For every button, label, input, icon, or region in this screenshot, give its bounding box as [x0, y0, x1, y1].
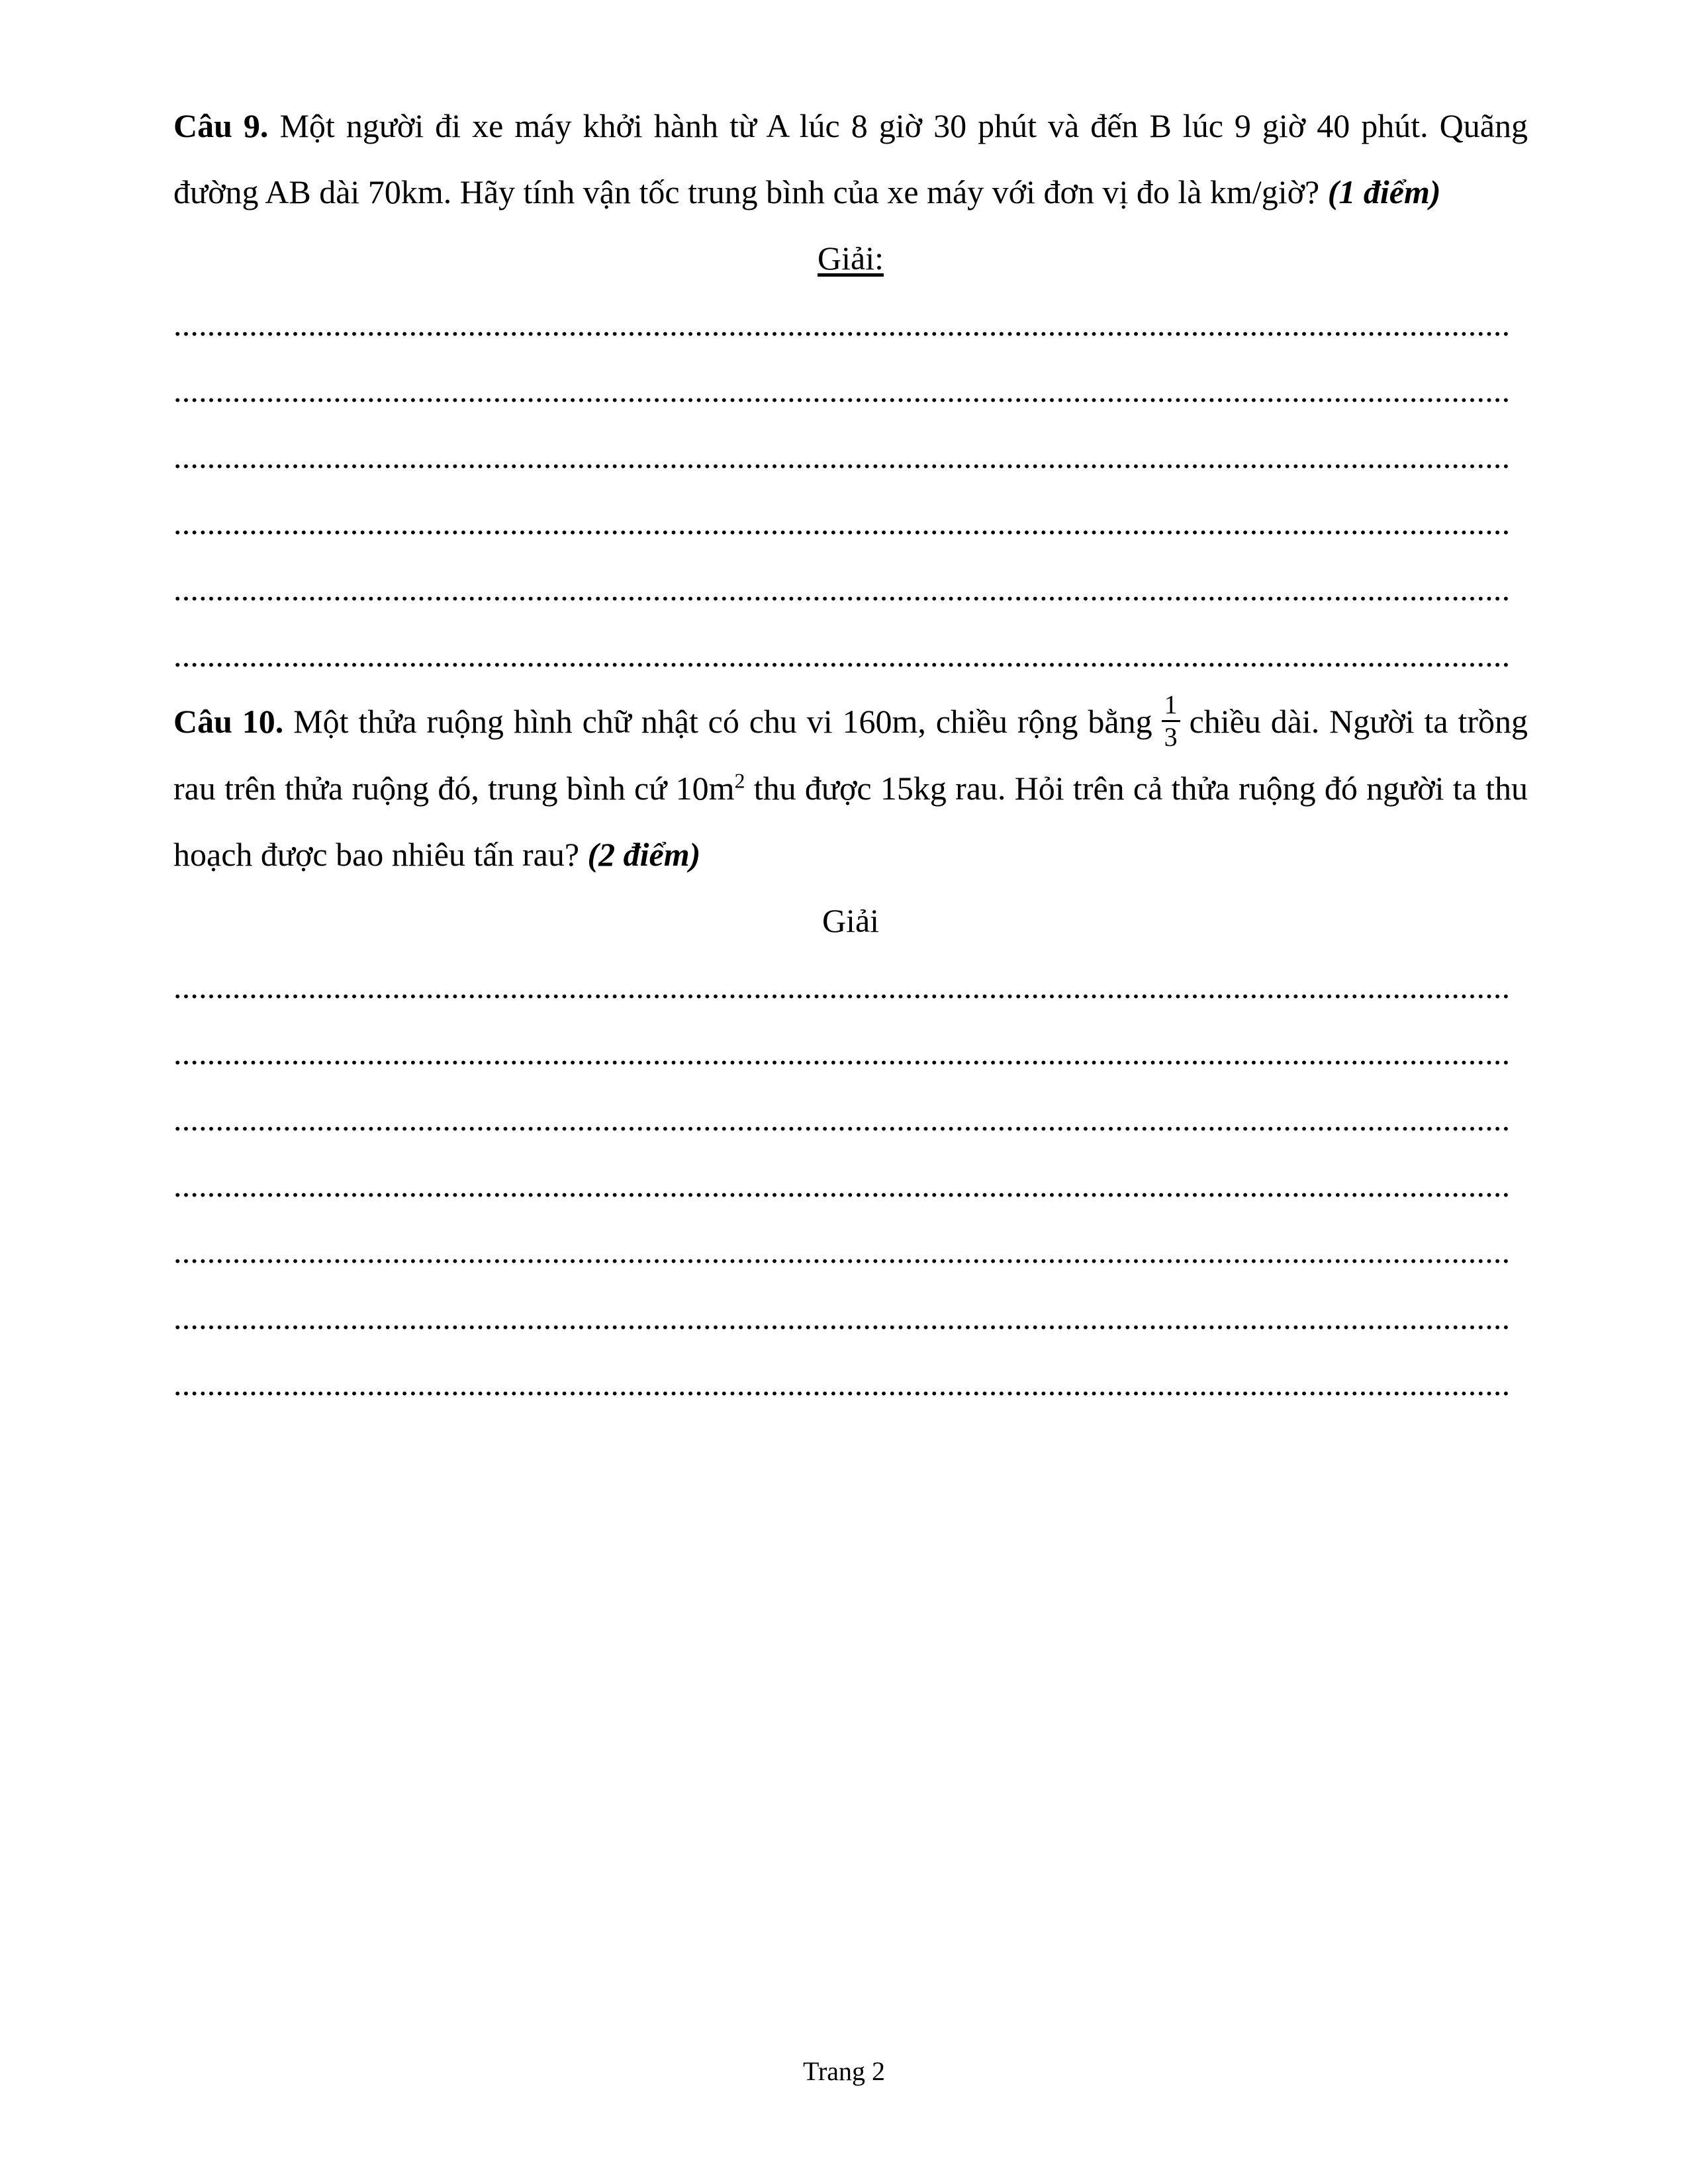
answer-line: ...............................................................................................................................................................	[173, 1365, 1511, 1403]
answer-line: ...............................................................................................................................................................	[173, 968, 1511, 1006]
question-10-text-part2: chiều dài. Người ta trồng rau trên thửa ruộng đó, trung bình cứ 10m	[173, 703, 1528, 807]
answer-line: ...............................................................................................................................................................	[173, 1167, 1511, 1205]
page-footer	[0, 2052, 1688, 2091]
question-9-points: (1 điểm)	[1327, 173, 1441, 210]
fraction-one-third	[1162, 691, 1180, 751]
question-10-answer-area	[173, 954, 1528, 1417]
answer-line: ...............................................................................................................................................................	[173, 306, 1511, 343]
answer-line: ...............................................................................................................................................................	[173, 1101, 1511, 1138]
page-number: Trang 2	[802, 2056, 886, 2086]
question-10	[173, 688, 1528, 887]
answer-line: ...............................................................................................................................................................	[173, 372, 1511, 409]
fraction-denominator: 3	[1164, 722, 1178, 752]
answer-line: ...............................................................................................................................................................	[173, 504, 1511, 541]
question-9-solution-heading: Giải:	[818, 240, 884, 277]
answer-line: ...............................................................................................................................................................	[173, 1233, 1511, 1271]
question-10-label: Câu 10.	[173, 703, 284, 740]
answer-line: ...............................................................................................................................................................	[173, 1034, 1511, 1072]
question-10-points: (2 điểm)	[587, 836, 701, 874]
page-content	[173, 93, 1528, 1417]
question-9-answer-area	[173, 291, 1528, 688]
question-9-label: Câu 9.	[173, 107, 269, 144]
answer-line: ...............................................................................................................................................................	[173, 570, 1511, 608]
question-10-text-part1: Một thửa ruộng hình chữ nhật có chu vi 160m, chiều rộng bằng	[283, 703, 1152, 740]
answer-line: ...............................................................................................................................................................	[173, 637, 1511, 674]
answer-line: ...............................................................................................................................................................	[173, 1299, 1511, 1337]
question-9-text: Một người đi xe máy khởi hành từ A lúc 8 giờ 30 phút và đến B lúc 9 giờ 40 phút. Quãng đường AB dài 70km. Hãy tính vận tốc trung bình của xe máy với đơn vị đo là km/giờ?	[173, 107, 1528, 210]
question-9	[173, 93, 1528, 225]
fraction-numerator: 1	[1162, 691, 1180, 722]
answer-line: ...............................................................................................................................................................	[173, 438, 1511, 475]
question-10-text-part3: thu được 15kg rau. Hỏi trên cả thửa ruộng đó người ta thu hoạch được bao nhiêu tấn rau?	[173, 770, 1528, 874]
question-10-solution-heading: Giải	[821, 902, 880, 940]
square-superscript: 2	[734, 768, 745, 793]
